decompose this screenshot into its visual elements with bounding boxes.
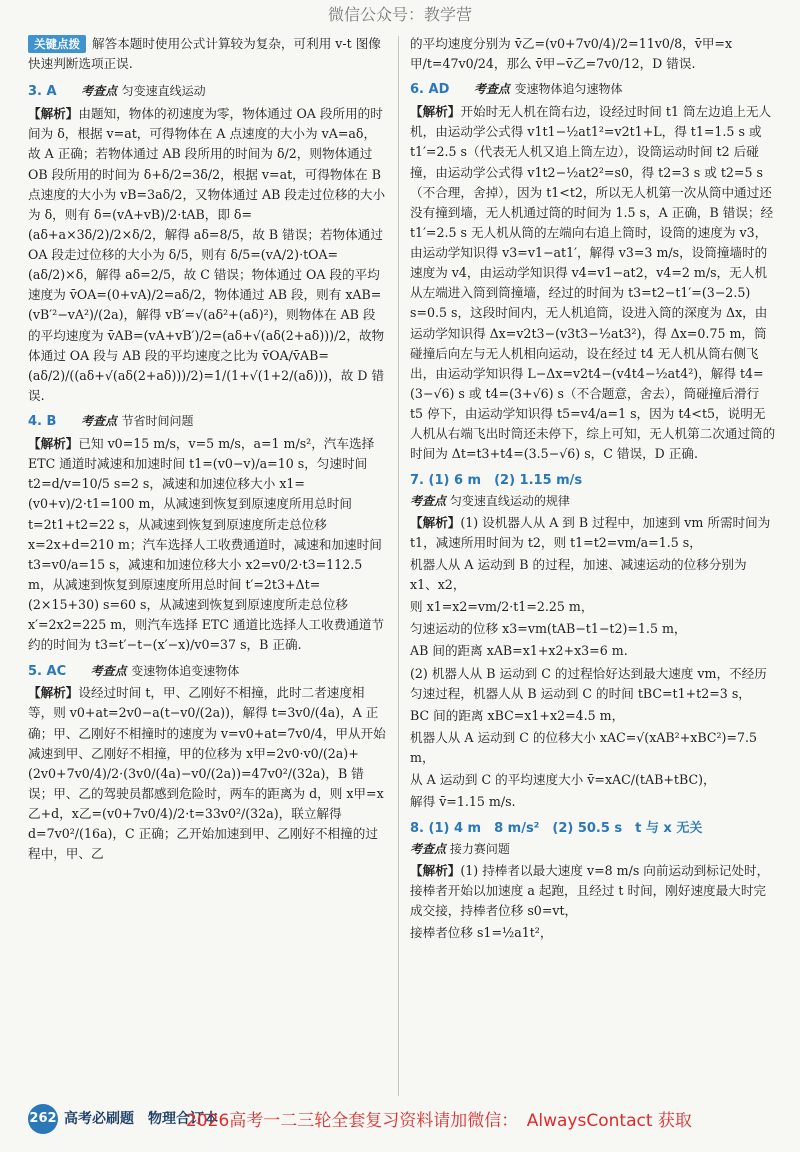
answer-5-continued: 的平均速度分别为 v̄乙=(v0+7v0/4)/2=11v0/8，v̄甲=x甲/t=47v0/24，那么 v̄甲−v̄乙=7v0/12，D 错误. [410,36,733,72]
analysis-label: 【解析】 [28,435,79,451]
tip-badge: 关键点拨 [28,35,86,53]
topic-label: 接力赛问题 [449,842,510,857]
answer-5-body [28,683,388,864]
analysis-text: 开始时无人机在筒右边，设经过时间 t1 筒左边追上无人机，由运动学公式得 v1t1−½at1²=v2t1+L，得 t1=1.5 s 或 t1′=2.5 s（代表无人机又追上筒左边），设筒运动时间 t2 后碰撞，由运动学公式得 v1t2−½at2²=s0，得 t2=3 s 或 t2=5 s（不合理，舍掉），因为 t1<t2，所以无人机第一次从筒中通过还没有撞到墙，无人机通过筒的时间为 1.5 s，A 正确，B 错误；经 t1′=2.5 s 无人机从筒的左端向右追上筒时，设筒的速度为 v3，由运动学知识得 v3=v1−at1′，解得 v3=3 m/s，设筒撞墙时的速度为 v4，由运动学知识得 v4=v1−at2，v4=2 m/s，无人机从左端进入筒到筒撞墙，经过的时间为 t3=t2−t1′=(3−2.5) s=0.5 s，这段时间内，无人机追筒，设进入筒的深度为 Δx，由运动学知识得 Δx=v2t3−(v3t3−½at3²)，得 Δx=0.75 m，筒碰撞后向左与无人机相向运动，设在经过 t4 无人机从筒右侧飞出，由运动学知识得 L−Δx=v2t4−(v4t4−½at4²)，解得 t4=(3−√6) s 或 t4=(3+√6) s（不合题意，舍去），筒碰撞后滑行 t5 停下，由运动学知识得 t5=v4/a=1 s，因为 t4<t5，说明无人机从右端飞出时筒还未停下，综上可知，无人机第二次通过筒的时间为 Δt=t3+t4=(3.5−√6) s，C 错误，D 正确. [410,104,776,462]
analysis-text: (1) 持棒者以最大速度 v=8 m/s 向前运动到标记处时，接棒者开始以加速度 a 起跑，且经过 t 时间，刚好速度最大时完成交接，持棒者位移 s0=vt， [410,862,770,918]
topic-tag: 考查点 [410,842,447,857]
topic-label: 匀变速直线运动 [121,84,206,99]
analysis-label: 【解析】 [410,862,461,878]
answer-6-header [410,80,776,101]
analysis-text: 由题知，物体的初速度为零，物体通过 OA 段所用的时间为 δ，根据 v=at，可得物体在 A 点速度的大小为 vA=aδ，故 A 正确；若物体通过 AB 段所用的时间为 δ/2，则物体通过 OB 段所用的时间为 δ+δ/2=3δ/2，根据 v=at，可得物体在 B 点速度的大小为 vB=3aδ/2，又物体通过 AB 段走过位移的大小为 δ，则有 δ=(vA+vB)/2·tAB，即 δ=(aδ+a×3δ/2)/2×δ/2，解得 aδ=8/5，故 B 错误；若物体通过 OA 段走过位移的大小为 δ/5，则有 δ/5=(vA/2)·tOA=(aδ/2)×δ，解得 aδ=2/5，故 C 错误；物体通过 OA 段的平均速度为 v̄OA=(0+vA)/2=aδ/2，物体通过 AB 段，则有 xAB=(vB′²−vA²)/(2a)，解得 vB′=√(aδ²+(aδ)²)，则物体在 AB 段的平均速度为 v̄AB=(vA+vB′)/2=(aδ+√(aδ(2+aδ)))/2，故物体通过 OA 段与 AB 段的平均速度之比为 v̄OA/v̄AB=(aδ/2)/((aδ+√(aδ(2+aδ)))/2)=1/(1+√(1+2/(aδ)))，故 D 错误. [28,106,386,404]
answer-8-number: 8. (1) 4 m 8 m/s² (2) 50.5 s t 与 x 无关 [410,820,703,836]
answer-7-number: 7. (1) 6 m (2) 1.15 m/s [410,472,583,488]
column-divider [398,36,399,1096]
topic-tag: 考查点 [81,84,118,99]
key-tip [28,34,388,74]
answer-8-header [410,819,776,840]
topic-label: 匀变速直线运动的规律 [449,494,570,509]
topic-label: 变速物体追变速物体 [131,663,240,678]
analysis-text: (1) 设机器人从 A 到 B 过程中，加速到 vm 所需时间为 t1，减速所用时间为 t2，则 t1=t2=vm/a=1.5 s， [410,514,771,550]
topic-label: 变速物体追匀速物体 [514,82,623,97]
answer-7-line: 机器人从 A 运动到 C 的位移大小 xAC=√(xAB²+xBC²)=7.5 m， [410,730,758,766]
answer-4-body [28,434,388,656]
tip-text: 解答本题时使用公式计算较为复杂，可利用 v-t 图像快速判断选项正误. [28,36,381,72]
answer-7-line: BC 间的距离 xBC=x1+x2=4.5 m， [410,707,625,723]
topic-tag: 考查点 [90,663,127,678]
right-column [410,34,776,945]
answer-5-number: 5. AC [28,663,67,679]
analysis-text: 设经过时间 t，甲、乙刚好不相撞，此时二者速度相等，则 v0+at=2v0−a(t−v0/(2a))，解得 t=3v0/(4a)，A 正确；甲、乙刚好不相撞时的速度为 v=v0+at=7v0/4，甲从开始减速到甲、乙刚好不相撞，甲的位移为 x甲=2v0·v0/(2a)+(2v0+7v0/4)/2·(3v0/(4a)−v0/(2a))=47v0²/(32a)，B 错误；甲、乙的驾驶员都感到危险时，两车的距离为 d，则 x甲=x乙+d，x乙=(v0+7v0/4)/2·t=33v0²/(32a)，联立解得 d=7v0²/(16a)，C 正确；乙开始加速到甲、乙刚好不相撞的过程中，甲、乙 [28,685,386,862]
topic-tag: 考查点 [473,82,510,97]
answer-6-body [410,102,776,465]
answer-8-topic [410,840,776,859]
topic-tag: 考查点 [80,414,117,429]
answer-7-line: 机器人从 A 运动到 B 的过程，加速、减速运动的位移分别为 x1、x2， [410,556,747,593]
answer-4-number: 4. B [28,414,57,430]
answer-5-header [28,662,388,683]
answer-7-line: AB 间的距离 xAB=x1+x2+x3=6 m. [410,643,628,659]
topic-label: 节省时间问题 [121,414,194,429]
page-number: 262 [28,1104,58,1134]
topic-tag: 考查点 [410,494,447,509]
analysis-label: 【解析】 [28,106,79,122]
answer-7-line: 匀速运动的位移 x3=vm(tAB−t1−t2)=1.5 m， [410,621,687,637]
top-watermark: 微信公众号：教学营 [327,5,472,24]
answer-8-line: 接棒者位移 s1=½a1t²， [410,924,553,940]
book-title: 高考必刷题 物理合订本 [64,1111,218,1127]
answer-3-header [28,82,388,103]
analysis-label: 【解析】 [410,514,461,530]
analysis-label: 【解析】 [28,685,79,701]
answer-7-header [410,471,776,492]
page-footer [28,1104,788,1134]
answer-7-line: (2) 机器人从 B 运动到 C 的过程恰好达到最大速度 vm，不经历匀速过程，机器人从 B 运动到 C 的时间 tBC=t1+t2=3 s， [410,665,767,701]
answer-3-body [28,104,388,406]
answer-7-line [410,513,776,553]
answer-6-number: 6. AD [410,82,450,98]
answer-7-line: 从 A 运动到 C 的平均速度大小 v̄=xAC/(tAB+tBC)， [410,772,716,788]
answer-7-line: 解得 v̄=1.15 m/s. [410,794,516,810]
promo-banner: 2026高考一二三轮全套复习资料请加微信： AlwaysContact 获取 [186,1111,692,1131]
analysis-label: 【解析】 [410,104,461,120]
left-column [28,34,388,867]
answer-7-topic [410,492,776,511]
answer-8-line [410,861,776,921]
answer-7-line: 则 x1=x2=vm/2·t1=2.25 m， [410,599,594,615]
answer-4-header [28,412,388,433]
analysis-text: 已知 v0=15 m/s，v=5 m/s，a=1 m/s²，汽车选择 ETC 通道时减速和加速时间 t1=(v0−v)/a=10 s，匀速时间 t2=d/v=10/5 s=2 s，减速和加速位移大小 x1=(v0+v)/2·t1=100 m，从减速到恢复到原速度所用总时间 t=2t1+t2=22 s，从减速到恢复到原速度所走总位移 x=2x+d=210 m；汽车选择人工收费通道时，减速和加速时间 t3=v0/a=15 s，减速和加速位移大小 x2=v0/2·t3=112.5 m，从减速到恢复到原速度所用总时间 t′=2t3+Δt=(2×15+30) s=60 s，从减速到恢复到原速度所走总位移 x′=2x2=225 m，则汽车选择 ETC 通道比选择人工收费通道节约的时间为 t3=t′−t−(x′−x)/v0=37 s，B 正确. [28,435,385,653]
answer-3-number: 3. A [28,84,57,100]
